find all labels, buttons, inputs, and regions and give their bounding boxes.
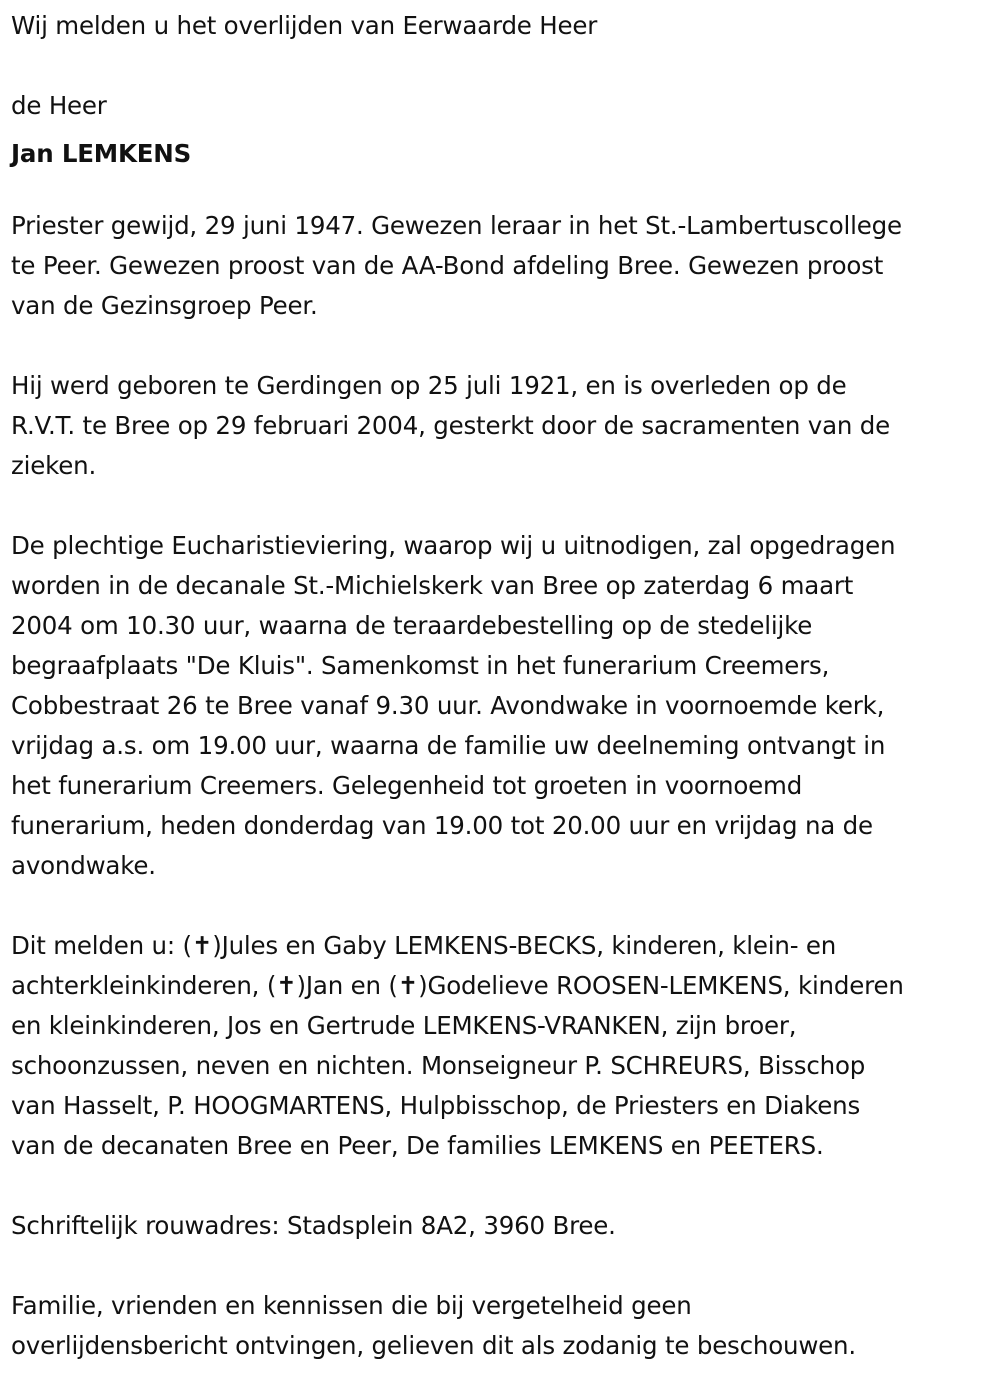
career-line: Priester gewijd, 29 juni 1947. Gewezen leraar in het St.-Lambertuscollege (11, 211, 902, 240)
family-line: en kleinkinderen, Jos en Gertrude LEMKENS-VRANKEN, zijn broer, (11, 1011, 797, 1040)
spacer (11, 886, 993, 926)
closing-line: Familie, vrienden en kennissen die bij vergetelheid geen (11, 1291, 692, 1320)
family-paragraph (11, 926, 993, 1166)
service-line: het funerarium Creemers. Gelegenheid tot groeten in voornoemd (11, 771, 803, 800)
address-line: Schriftelijk rouwadres: Stadsplein 8A2, 3960 Bree. (11, 1211, 616, 1240)
family-line: van de decanaten Bree en Peer, De families LEMKENS en PEETERS. (11, 1131, 824, 1160)
service-line: 2004 om 10.30 uur, waarna de teraardebestelling op de stedelijke (11, 611, 813, 640)
family-line: Dit melden u: (✝)Jules en Gaby LEMKENS-BECKS, kinderen, klein- en (11, 931, 837, 960)
intro-line: Wij melden u het overlijden van Eerwaarde Heer (11, 11, 598, 40)
title-prefix: de Heer (11, 91, 107, 120)
career-line: te Peer. Gewezen proost van de AA-Bond afdeling Bree. Gewezen proost (11, 251, 884, 280)
spacer (11, 326, 993, 366)
spacer (11, 1246, 993, 1286)
service-line: avondwake. (11, 851, 156, 880)
spacer (11, 46, 993, 86)
service-line: begraafplaats "De Kluis". Samenkomst in het funerarium Creemers, (11, 651, 830, 680)
birth-death-line: zieken. (11, 451, 97, 480)
deceased-name: Jan LEMKENS (11, 139, 192, 168)
spacer (11, 1166, 993, 1206)
address-paragraph (11, 1206, 993, 1246)
closing-paragraph (11, 1286, 993, 1366)
birth-death-paragraph (11, 366, 993, 486)
service-line: De plechtige Eucharistieviering, waarop wij u uitnodigen, zal opgedragen (11, 531, 896, 560)
service-line: Cobbestraat 26 te Bree vanaf 9.30 uur. Avondwake in voornoemde kerk, (11, 691, 885, 720)
birth-death-line: R.V.T. te Bree op 29 februari 2004, gesterkt door de sacramenten van de (11, 411, 891, 440)
family-line: achterkleinkinderen, (✝)Jan en (✝)Godelieve ROOSEN-LEMKENS, kinderen (11, 971, 904, 1000)
service-line: vrijdag a.s. om 19.00 uur, waarna de familie uw deelneming ontvangt in (11, 731, 886, 760)
closing-line: overlijdensbericht ontvingen, gelieven dit als zodanig te beschouwen. (11, 1331, 856, 1360)
death-notice (11, 6, 993, 1366)
family-line: van Hasselt, P. HOOGMARTENS, Hulpbisschop, de Priesters en Diakens (11, 1091, 861, 1120)
birth-death-line: Hij werd geboren te Gerdingen op 25 juli 1921, en is overleden op de (11, 371, 847, 400)
service-paragraph (11, 526, 993, 886)
spacer (11, 486, 993, 526)
service-line: funerarium, heden donderdag van 19.00 tot 20.00 uur en vrijdag na de (11, 811, 873, 840)
spacer (11, 174, 993, 206)
career-paragraph (11, 206, 993, 326)
career-line: van de Gezinsgroep Peer. (11, 291, 318, 320)
service-line: worden in de decanale St.-Michielskerk van Bree op zaterdag 6 maart (11, 571, 854, 600)
family-line: schoonzussen, neven en nichten. Monseigneur P. SCHREURS, Bisschop (11, 1051, 866, 1080)
